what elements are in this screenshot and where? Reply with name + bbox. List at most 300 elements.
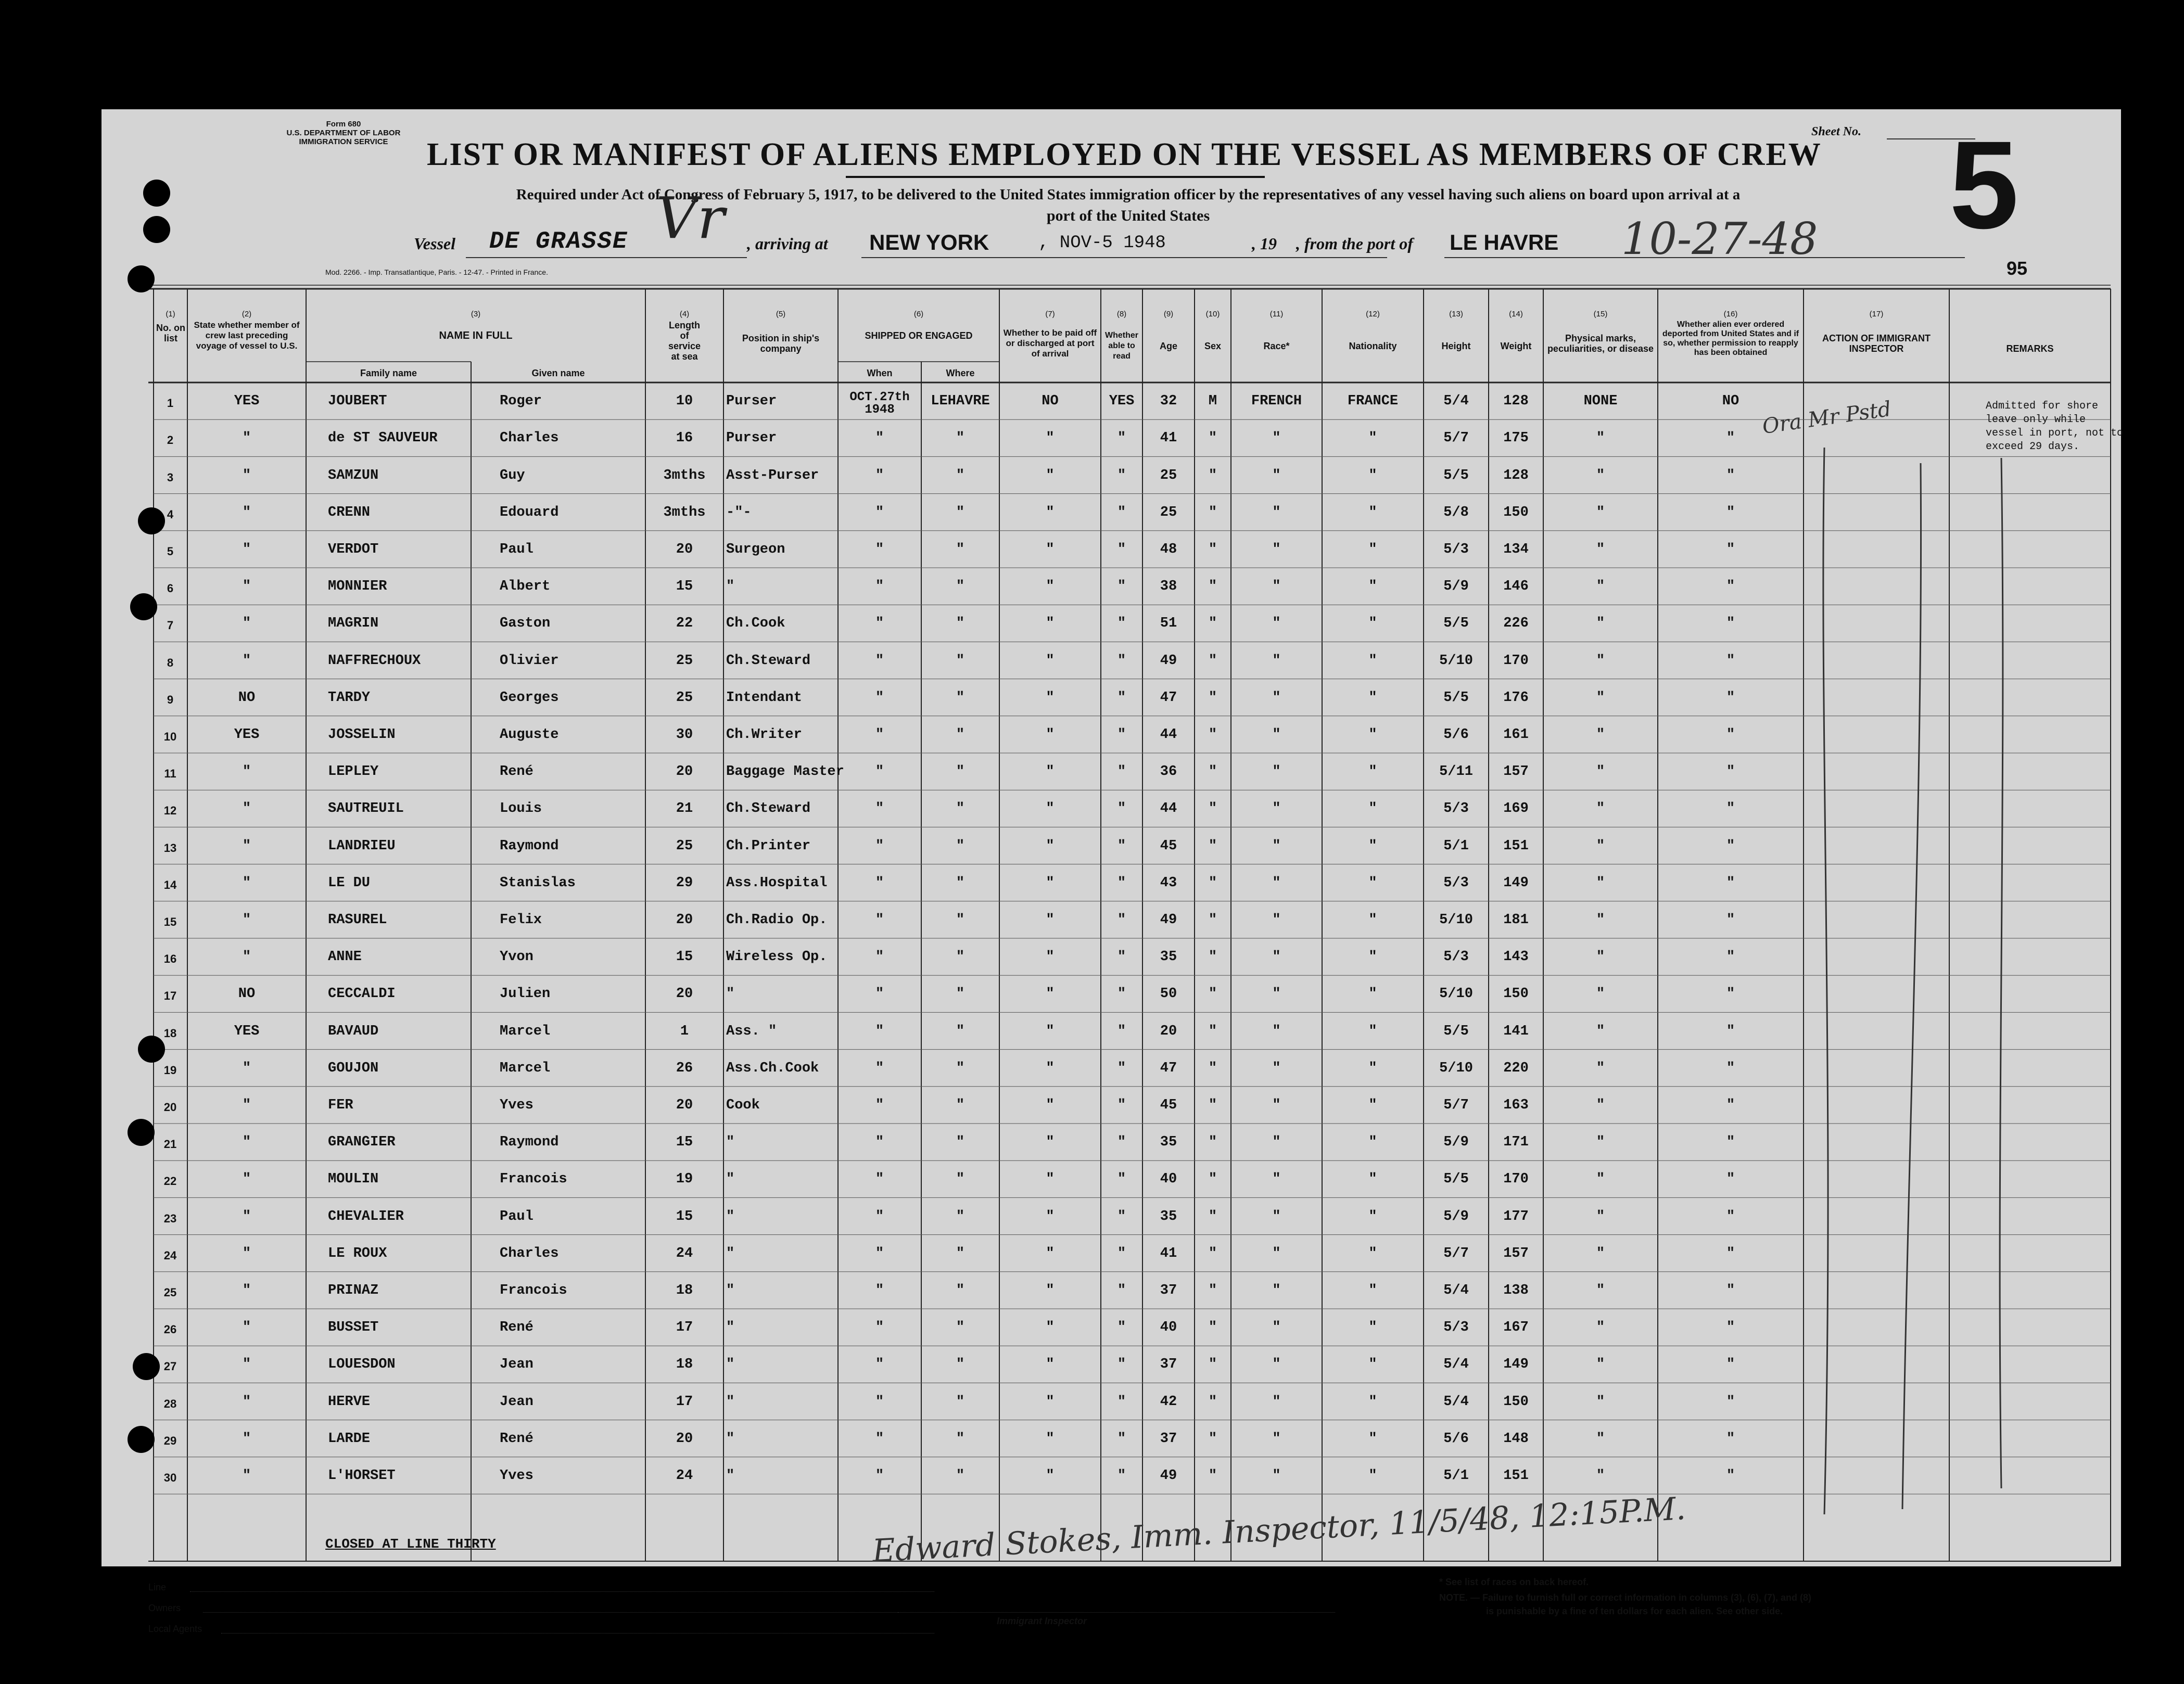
binder-hole	[143, 180, 170, 207]
row-number: 20	[163, 1101, 177, 1114]
cell-given: Jean	[500, 1357, 534, 1373]
cell-nationality: "	[1368, 727, 1377, 743]
row-number: 27	[163, 1360, 177, 1373]
cell-given: Charles	[500, 430, 559, 446]
cell-read: "	[1117, 1134, 1126, 1151]
cell-deported: "	[1726, 764, 1735, 780]
cell-where: "	[956, 986, 965, 1002]
footer-agents-rule	[221, 1633, 934, 1634]
cell-prev: NO	[238, 986, 256, 1002]
row-number: 15	[163, 915, 177, 928]
cell-family: CRENN	[328, 504, 371, 520]
cell-height: 5/10	[1439, 1060, 1473, 1076]
cell-weight: 150	[1503, 1394, 1529, 1410]
cell-height: 5/5	[1443, 467, 1469, 483]
cell-nationality: "	[1368, 1468, 1377, 1484]
cell-deported: "	[1726, 690, 1735, 706]
handwritten-date: 10-27-48	[1621, 213, 1818, 264]
row-number: 10	[163, 730, 177, 743]
cell-paid: "	[1046, 1283, 1055, 1298]
row-number: 23	[163, 1211, 177, 1225]
cell-service: 3mths	[663, 504, 706, 520]
col5-header: Position in ship's company	[742, 333, 820, 354]
cell-marks: "	[1596, 1394, 1605, 1410]
cell-where: "	[956, 1245, 965, 1261]
cell-height: 5/7	[1443, 1245, 1469, 1261]
col9-header: Age	[1159, 341, 1177, 351]
cell-service: 15	[676, 1208, 693, 1224]
cell-given: Marcel	[500, 1060, 551, 1076]
cell-when: "	[875, 949, 884, 965]
cell-where: "	[956, 542, 965, 557]
binder-hole	[128, 1119, 155, 1146]
row-number: 18	[163, 1026, 177, 1040]
cell-position: Baggage Master	[726, 764, 844, 780]
cell-weight: 169	[1503, 801, 1529, 817]
col6-num: (6)	[913, 310, 924, 318]
cell-race: "	[1272, 1134, 1281, 1151]
cell-service: 25	[676, 653, 693, 669]
cell-service: 30	[676, 727, 693, 743]
cell-age: 47	[1160, 1060, 1177, 1076]
cell-family: LE DU	[328, 875, 371, 891]
cell-sex: "	[1208, 1283, 1217, 1298]
cell-given: Albert	[500, 579, 551, 595]
row-number: 12	[163, 804, 177, 818]
cell-family: JOUBERT	[328, 393, 387, 410]
cell-sex: "	[1208, 1357, 1217, 1373]
cell-where: LEHAVRE	[931, 393, 990, 410]
cell-age: 42	[1160, 1394, 1177, 1410]
cell-where: "	[956, 1171, 965, 1188]
cell-sex: "	[1208, 727, 1217, 743]
cell-read: "	[1117, 875, 1126, 891]
cell-family: RASUREL	[328, 912, 387, 928]
cell-height: 5/3	[1443, 1320, 1469, 1336]
cell-when: "	[875, 912, 884, 928]
service-name: IMMIGRATION SERVICE	[299, 137, 388, 146]
cell-prev: "	[242, 838, 251, 854]
cell-sex: "	[1208, 1320, 1217, 1336]
cell-prev: "	[242, 1431, 251, 1447]
cell-height: 5/9	[1443, 579, 1469, 595]
cell-paid: "	[1046, 1245, 1055, 1261]
cell-paid: "	[1046, 653, 1055, 669]
cell-paid: "	[1046, 949, 1055, 965]
cell-weight: 177	[1503, 1208, 1529, 1224]
cell-service: 20	[676, 986, 693, 1002]
cell-prev: "	[242, 1320, 251, 1336]
cell-race: "	[1272, 764, 1281, 780]
cell-marks: "	[1596, 764, 1605, 780]
binder-hole	[138, 1036, 165, 1063]
cell-position: "	[726, 1431, 735, 1447]
cell-read: "	[1117, 1060, 1126, 1076]
cell-race: "	[1272, 986, 1281, 1002]
cell-sex: "	[1208, 1023, 1217, 1039]
col4-header: Length of service at sea	[668, 320, 701, 362]
cell-family: LOUESDON	[328, 1357, 396, 1373]
cell-weight: 226	[1503, 616, 1529, 632]
cell-when: "	[875, 801, 884, 817]
cell-deported: "	[1726, 430, 1735, 446]
page-number: 95	[2007, 258, 2028, 279]
cell-weight: 167	[1503, 1320, 1529, 1336]
cell-service: 24	[676, 1245, 693, 1261]
cell-weight: 146	[1503, 579, 1529, 595]
arrival-port: NEW YORK	[869, 230, 989, 254]
from-port-label: , from the port of	[1296, 234, 1413, 253]
col7-num: (7)	[1045, 310, 1055, 318]
cell-position: Surgeon	[726, 542, 785, 557]
cell-when: "	[875, 838, 884, 854]
col16-header: Whether alien ever ordered deported from United States and if so, whether permission to reapply has been obtained	[1662, 320, 1799, 357]
cell-family: MONNIER	[328, 579, 387, 595]
cell-read: "	[1117, 1283, 1126, 1298]
cell-age: 25	[1160, 467, 1177, 483]
cell-paid: "	[1046, 1098, 1055, 1113]
cell-race: "	[1272, 542, 1281, 557]
cell-nationality: "	[1368, 504, 1377, 520]
cell-deported: "	[1726, 653, 1735, 669]
cell-weight: 143	[1503, 949, 1529, 965]
col3-header: NAME IN FULL	[439, 330, 513, 341]
col16-num: (16)	[1723, 310, 1738, 318]
cell-paid: "	[1046, 1320, 1055, 1336]
cell-nationality: "	[1368, 430, 1377, 446]
cell-service: 20	[676, 1431, 693, 1447]
cell-family: TARDY	[328, 690, 371, 706]
cell-paid: "	[1046, 1357, 1055, 1373]
cell-marks: "	[1596, 1134, 1605, 1151]
cell-deported: "	[1726, 949, 1735, 965]
cell-nationality: "	[1368, 838, 1377, 854]
cell-family: CHEVALIER	[328, 1208, 404, 1224]
cell-given: Francois	[500, 1283, 567, 1298]
cell-height: 5/3	[1443, 949, 1469, 965]
cell-read: "	[1117, 1394, 1126, 1410]
cell-deported: "	[1726, 1171, 1735, 1188]
cell-given: Felix	[500, 912, 542, 928]
cell-where: "	[956, 875, 965, 891]
binder-hole	[143, 216, 170, 243]
cell-when: "	[875, 1431, 884, 1447]
cell-nationality: "	[1368, 1023, 1377, 1039]
cell-where: "	[956, 467, 965, 483]
cell-age: 32	[1160, 393, 1177, 410]
remark-stamp: Admitted for shore leave only while vessel in port, not to exceed 29 days.	[1986, 400, 2124, 453]
year-label: , 19	[1252, 234, 1277, 253]
col10-header: Sex	[1204, 341, 1222, 351]
cell-service: 15	[676, 579, 693, 595]
cell-deported: "	[1726, 1098, 1735, 1113]
cell-position: Cook	[726, 1098, 760, 1113]
cell-read: "	[1117, 912, 1126, 928]
cell-sex: "	[1208, 579, 1217, 595]
cell-height: 5/4	[1443, 1357, 1469, 1373]
cell-service: 18	[676, 1357, 693, 1373]
cell-prev: "	[242, 949, 251, 965]
cell-weight: 161	[1503, 727, 1529, 743]
page-title: LIST OR MANIFEST OF ALIENS EMPLOYED ON THE VESSEL AS MEMBERS OF CREW	[427, 137, 1822, 172]
cell-height: 5/11	[1439, 764, 1473, 780]
cell-service: 17	[676, 1394, 693, 1410]
cell-position: Ch.Cook	[726, 616, 785, 632]
cell-weight: 141	[1503, 1023, 1529, 1039]
col1-num: (1)	[166, 310, 175, 318]
cell-nationality: "	[1368, 542, 1377, 557]
cell-family: L'HORSET	[328, 1468, 396, 1484]
cell-where: "	[956, 838, 965, 854]
footer-line-label: Line	[148, 1582, 167, 1592]
row-number: 5	[167, 545, 174, 558]
cell-when: "	[875, 1394, 884, 1410]
col14-header: Weight	[1500, 341, 1532, 351]
col1-header: No. on list	[156, 323, 185, 343]
cell-sex: "	[1208, 690, 1217, 706]
cell-paid: "	[1046, 1171, 1055, 1188]
cell-age: 45	[1160, 838, 1177, 854]
cell-weight: 149	[1503, 875, 1529, 891]
cell-where: "	[956, 1394, 965, 1410]
cell-age: 20	[1160, 1023, 1177, 1039]
cell-marks: "	[1596, 430, 1605, 446]
cell-height: 5/7	[1443, 430, 1469, 446]
cell-age: 51	[1160, 616, 1177, 632]
cell-position: Ch.Steward	[726, 653, 811, 669]
cell-sex: "	[1208, 467, 1217, 483]
cell-prev: "	[242, 504, 251, 520]
cell-deported: "	[1726, 986, 1735, 1002]
cell-service: 18	[676, 1283, 693, 1298]
cell-nationality: "	[1368, 1171, 1377, 1188]
col7-header: Whether to be paid off or discharged at port of arrival	[1003, 328, 1097, 359]
cell-height: 5/8	[1443, 504, 1469, 520]
manifest-sheet	[101, 109, 2124, 1634]
cell-read: "	[1117, 801, 1126, 817]
cell-sex: "	[1208, 838, 1217, 854]
handwritten-initials: Vr	[656, 185, 725, 251]
cell-race: "	[1272, 1394, 1281, 1410]
cell-where: "	[956, 690, 965, 706]
cell-paid: "	[1046, 1208, 1055, 1224]
cell-height: 5/5	[1443, 1171, 1469, 1188]
subtitle-line2: port of the United States	[1046, 207, 1210, 224]
cell-family: PRINAZ	[328, 1283, 379, 1298]
cell-race: "	[1272, 1245, 1281, 1261]
cell-read: "	[1117, 1468, 1126, 1484]
cell-prev: "	[242, 1171, 251, 1188]
cell-sex: "	[1208, 1468, 1217, 1484]
cell-height: 5/4	[1443, 393, 1469, 410]
cell-read: "	[1117, 653, 1126, 669]
cell-deported: "	[1726, 1468, 1735, 1484]
cell-deported: "	[1726, 616, 1735, 632]
cell-age: 37	[1160, 1431, 1177, 1447]
cell-weight: 157	[1503, 1245, 1529, 1261]
col3-num: (3)	[471, 310, 481, 318]
cell-paid: NO	[1042, 393, 1059, 410]
cell-height: 5/3	[1443, 875, 1469, 891]
cell-given: Yvon	[500, 949, 534, 965]
cell-read: "	[1117, 542, 1126, 557]
cell-deported: "	[1726, 912, 1735, 928]
cell-sex: "	[1208, 1134, 1217, 1151]
footer-agents-label: Local Agents	[148, 1624, 202, 1634]
cell-service: 15	[676, 1134, 693, 1151]
cell-weight: 128	[1503, 467, 1529, 483]
cell-position: "	[726, 1357, 735, 1373]
cell-deported: "	[1726, 1394, 1735, 1410]
cell-service: 15	[676, 949, 693, 965]
cell-age: 45	[1160, 1098, 1177, 1113]
cell-service: 25	[676, 838, 693, 854]
cell-family: LEPLEY	[328, 764, 379, 780]
cell-deported: "	[1726, 1431, 1735, 1447]
binder-hole	[128, 1426, 155, 1453]
cell-race: "	[1272, 1283, 1281, 1298]
cell-read: "	[1117, 690, 1126, 706]
cell-family: MAGRIN	[328, 616, 379, 632]
cell-when: "	[875, 1098, 884, 1113]
row-number: 29	[163, 1434, 177, 1447]
cell-position: Asst-Purser	[726, 467, 819, 483]
inspector-initials: Ora Mr Pstd	[1761, 397, 1893, 439]
cell-given: René	[500, 1431, 534, 1447]
cell-given: Olivier	[500, 653, 559, 669]
cell-age: 49	[1160, 1468, 1177, 1484]
cell-when: "	[875, 653, 884, 669]
cell-height: 5/9	[1443, 1134, 1469, 1151]
cell-prev: "	[242, 1357, 251, 1373]
footer-line-rule	[190, 1591, 934, 1592]
cell-deported: "	[1726, 1283, 1735, 1298]
cell-marks: "	[1596, 690, 1605, 706]
cell-when: OCT.27th 1948	[849, 390, 910, 417]
cell-read: "	[1117, 1245, 1126, 1261]
cell-prev: YES	[234, 727, 260, 743]
cell-race: "	[1272, 616, 1281, 632]
cell-when: "	[875, 1320, 884, 1336]
col15-header: Physical marks, peculiarities, or disease	[1547, 333, 1654, 354]
cell-family: ANNE	[328, 949, 362, 965]
cell-read: "	[1117, 430, 1126, 446]
cell-marks: "	[1596, 986, 1605, 1002]
cell-read: "	[1117, 1171, 1126, 1188]
cell-race: "	[1272, 690, 1281, 706]
department-name: U.S. DEPARTMENT OF LABOR	[286, 129, 401, 137]
cell-paid: "	[1046, 875, 1055, 891]
cell-when: "	[875, 542, 884, 557]
cell-prev: "	[242, 653, 251, 669]
cell-position: "	[726, 1283, 735, 1298]
cell-position: Wireless Op.	[726, 949, 828, 965]
col6-sub-when: When	[867, 368, 893, 378]
cell-position: "	[726, 1208, 735, 1224]
cell-height: 5/4	[1443, 1283, 1469, 1298]
cell-height: 5/10	[1439, 912, 1473, 928]
cell-sex: M	[1208, 393, 1217, 410]
cell-weight: 170	[1503, 653, 1529, 669]
row-number: 2	[167, 433, 174, 447]
cell-family: CECCALDI	[328, 986, 396, 1002]
cell-when: "	[875, 1283, 884, 1298]
cell-given: Roger	[500, 393, 542, 410]
col2-header: State whether member of crew last preceding voyage of vessel to U.S.	[194, 320, 300, 351]
cell-where: "	[956, 579, 965, 595]
cell-nationality: "	[1368, 467, 1377, 483]
cell-given: Paul	[500, 542, 534, 557]
cell-race: "	[1272, 727, 1281, 743]
footer-inspector-label: Immigrant Inspector	[997, 1616, 1087, 1626]
cell-service: 20	[676, 912, 693, 928]
cell-when: "	[875, 764, 884, 780]
cell-service: 10	[676, 393, 693, 410]
cell-nationality: "	[1368, 1208, 1377, 1224]
cell-height: 5/5	[1443, 1023, 1469, 1039]
cell-deported: "	[1726, 1245, 1735, 1261]
cell-deported: "	[1726, 1023, 1735, 1039]
cell-marks: "	[1596, 1208, 1605, 1224]
cell-age: 35	[1160, 949, 1177, 965]
cell-deported: "	[1726, 542, 1735, 557]
cell-family: FER	[328, 1098, 353, 1113]
arrival-date: , NOV-5 1948	[1038, 233, 1166, 253]
cell-paid: "	[1046, 504, 1055, 520]
cell-nationality: "	[1368, 875, 1377, 891]
cell-weight: 163	[1503, 1098, 1529, 1113]
col11-header: Race*	[1263, 341, 1290, 351]
cell-prev: "	[242, 616, 251, 632]
cell-age: 25	[1160, 504, 1177, 520]
cell-family: NAFFRECHOUX	[328, 653, 421, 669]
vessel-name: DE GRASSE	[489, 228, 628, 255]
cell-where: "	[956, 1431, 965, 1447]
cell-given: Raymond	[500, 1134, 559, 1151]
cell-marks: "	[1596, 875, 1605, 891]
cell-position: "	[726, 1171, 735, 1188]
cell-family: MOULIN	[328, 1171, 379, 1188]
footer-note-line2: is punishable by a fine of ten dollars for each alien. See other side.	[1486, 1606, 1783, 1616]
cell-marks: "	[1596, 801, 1605, 817]
cell-when: "	[875, 1245, 884, 1261]
cell-deported: "	[1726, 467, 1735, 483]
col13-header: Height	[1441, 341, 1471, 351]
cell-read: "	[1117, 764, 1126, 780]
cell-given: René	[500, 1320, 534, 1336]
cell-marks: "	[1596, 1171, 1605, 1188]
cell-given: Charles	[500, 1245, 559, 1261]
cell-given: Gaston	[500, 616, 551, 632]
row-number: 30	[163, 1471, 177, 1484]
cell-nationality: "	[1368, 1394, 1377, 1410]
cell-when: "	[875, 579, 884, 595]
cell-sex: "	[1208, 986, 1217, 1002]
cell-marks: "	[1596, 1431, 1605, 1447]
cell-when: "	[875, 1060, 884, 1076]
cell-paid: "	[1046, 801, 1055, 817]
cell-nationality: "	[1368, 764, 1377, 780]
cell-read: "	[1117, 838, 1126, 854]
cell-position: Ass. "	[726, 1023, 777, 1039]
cell-weight: 150	[1503, 986, 1529, 1002]
cell-nationality: "	[1368, 1098, 1377, 1113]
cell-position: Ch.Writer	[726, 727, 802, 743]
cell-paid: "	[1046, 430, 1055, 446]
cell-paid: "	[1046, 579, 1055, 595]
cell-weight: 175	[1503, 430, 1529, 446]
cell-age: 44	[1160, 727, 1177, 743]
